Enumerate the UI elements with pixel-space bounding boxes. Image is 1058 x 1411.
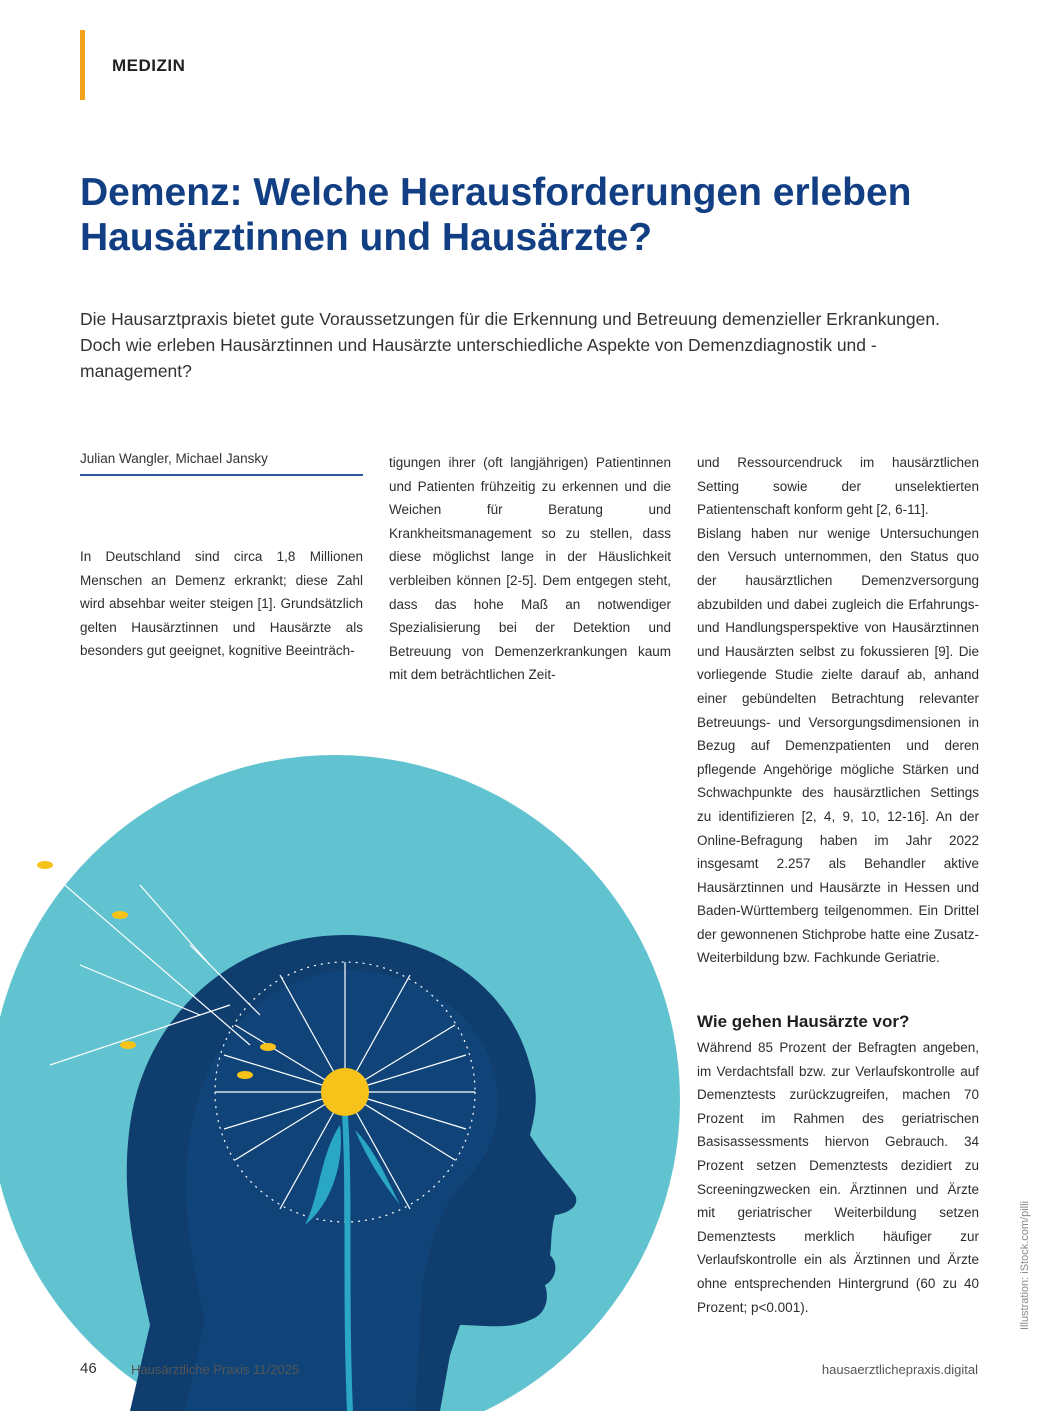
body-column-3 — [697, 451, 979, 970]
authors: Julian Wangler, Michael Jansky — [80, 451, 268, 466]
section-label: MEDIZIN — [112, 56, 186, 75]
body-column-1 — [80, 545, 363, 663]
paragraph: In Deutschland sind circa 1,8 Millionen Menschen an Demenz erkrankt; diese Zahl wird absehbar weiter steigen [1]. Grundsätzlich gelten Hausärztinnen und Hausärzte als besonders gut geeignet, kognitive Beeinträch- — [80, 549, 363, 659]
paragraph: und Ressourcendruck im hausärztlichen Setting sowie der unselektierten Patientenschaft konform geht [2, 6-11]. — [697, 455, 979, 518]
body-column-3-continued — [697, 1036, 979, 1319]
page-number: 46 — [80, 1360, 97, 1377]
author-divider — [80, 474, 363, 476]
journal-name: Hausärztliche Praxis 11/2025 — [131, 1362, 300, 1377]
paragraph: Bislang haben nur wenige Untersuchungen den Versuch unternommen, den Status quo der hausärztlichen Demenzversorgung abzubilden und dabei zugleich die Erfahrungs- und Handlungsperspektive von Hausärztinnen und Hausärzten selbst zu fokussieren [9]. Die vorliegende Studie zielte darauf ab, anhand einer gebündelten Betrachtung relevanter Betreuungs- und Versorgungsdimensionen in Bezug auf Demenzpatienten und deren pflegende Angehörige mögliche Stärken und Schwachpunkte des hausärztlichen Settings zu identifizieren [2, 4, 9, 10, 12-16]. An der Online-Befragung haben im Jahr 2022 insgesamt 2.257 als Behandler aktive Hausärztinnen und Hausärzte in Hessen und Baden-Württemberg teilgenommen. Ein Drittel der gewonnenen Stichprobe hatte eine Zusatz-Weiterbildung bzw. Fachkunde Geriatrie. — [697, 525, 979, 966]
article-lead: Die Hausarztpraxis bietet gute Voraussetzungen für die Erkennung und Betreuung demenzieller Erkrankungen. Doch wie erleben Hausärztinnen und Hausärzte unterschiedliche Aspekte von Demenzdiagnostik und -management? — [80, 309, 940, 381]
dandelion-head-illustration — [0, 735, 690, 1411]
body-column-2 — [389, 451, 671, 687]
paragraph: Während 85 Prozent der Befragten angeben, im Verdachtsfall bzw. zur Verlaufskontrolle auf Demenztests zurückzugreifen, machen 70 Prozent im Rahmen des geriatrischen Basisassessments hiervon Gebrauch. 34 Prozent setzen Demenztests dezidiert zu Screeningzwecken ein. Ärztinnen und Ärzte mit geriatrischer Weiterbildung setzen Demenztests merklich häufiger zur Verlaufskontrolle ein als Ärztinnen und Ärzte ohne entsprechenden Hintergrund (60 zu 40 Prozent; p<0.001). — [697, 1040, 979, 1315]
section-subheading: Wie gehen Hausärzte vor? — [697, 1012, 910, 1031]
paragraph: tigungen ihrer (oft langjährigen) Patientinnen und Patienten frühzeitig zu erkennen und die Weichen für Beratung und Krankheitsmanagement so zu stellen, dass diese möglichst lange in der Häuslichkeit verbleiben können [2-5]. Dem entgegen steht, dass das hohe Maß an notwendiger Spezialisierung bei der Detektion und Betreuung von Demenzerkrankungen kaum mit dem beträchtlichen Zeit- — [389, 455, 671, 683]
section-accent-bar — [80, 30, 85, 100]
image-credit: Illustration: iStock.com/pilli — [1019, 1201, 1031, 1330]
website-link[interactable]: hausaerztlichepraxis.digital — [821, 1362, 978, 1377]
article-title: Demenz: Welche Herausforderungen erleben Hausärztinnen und Hausärzte? — [80, 171, 912, 259]
